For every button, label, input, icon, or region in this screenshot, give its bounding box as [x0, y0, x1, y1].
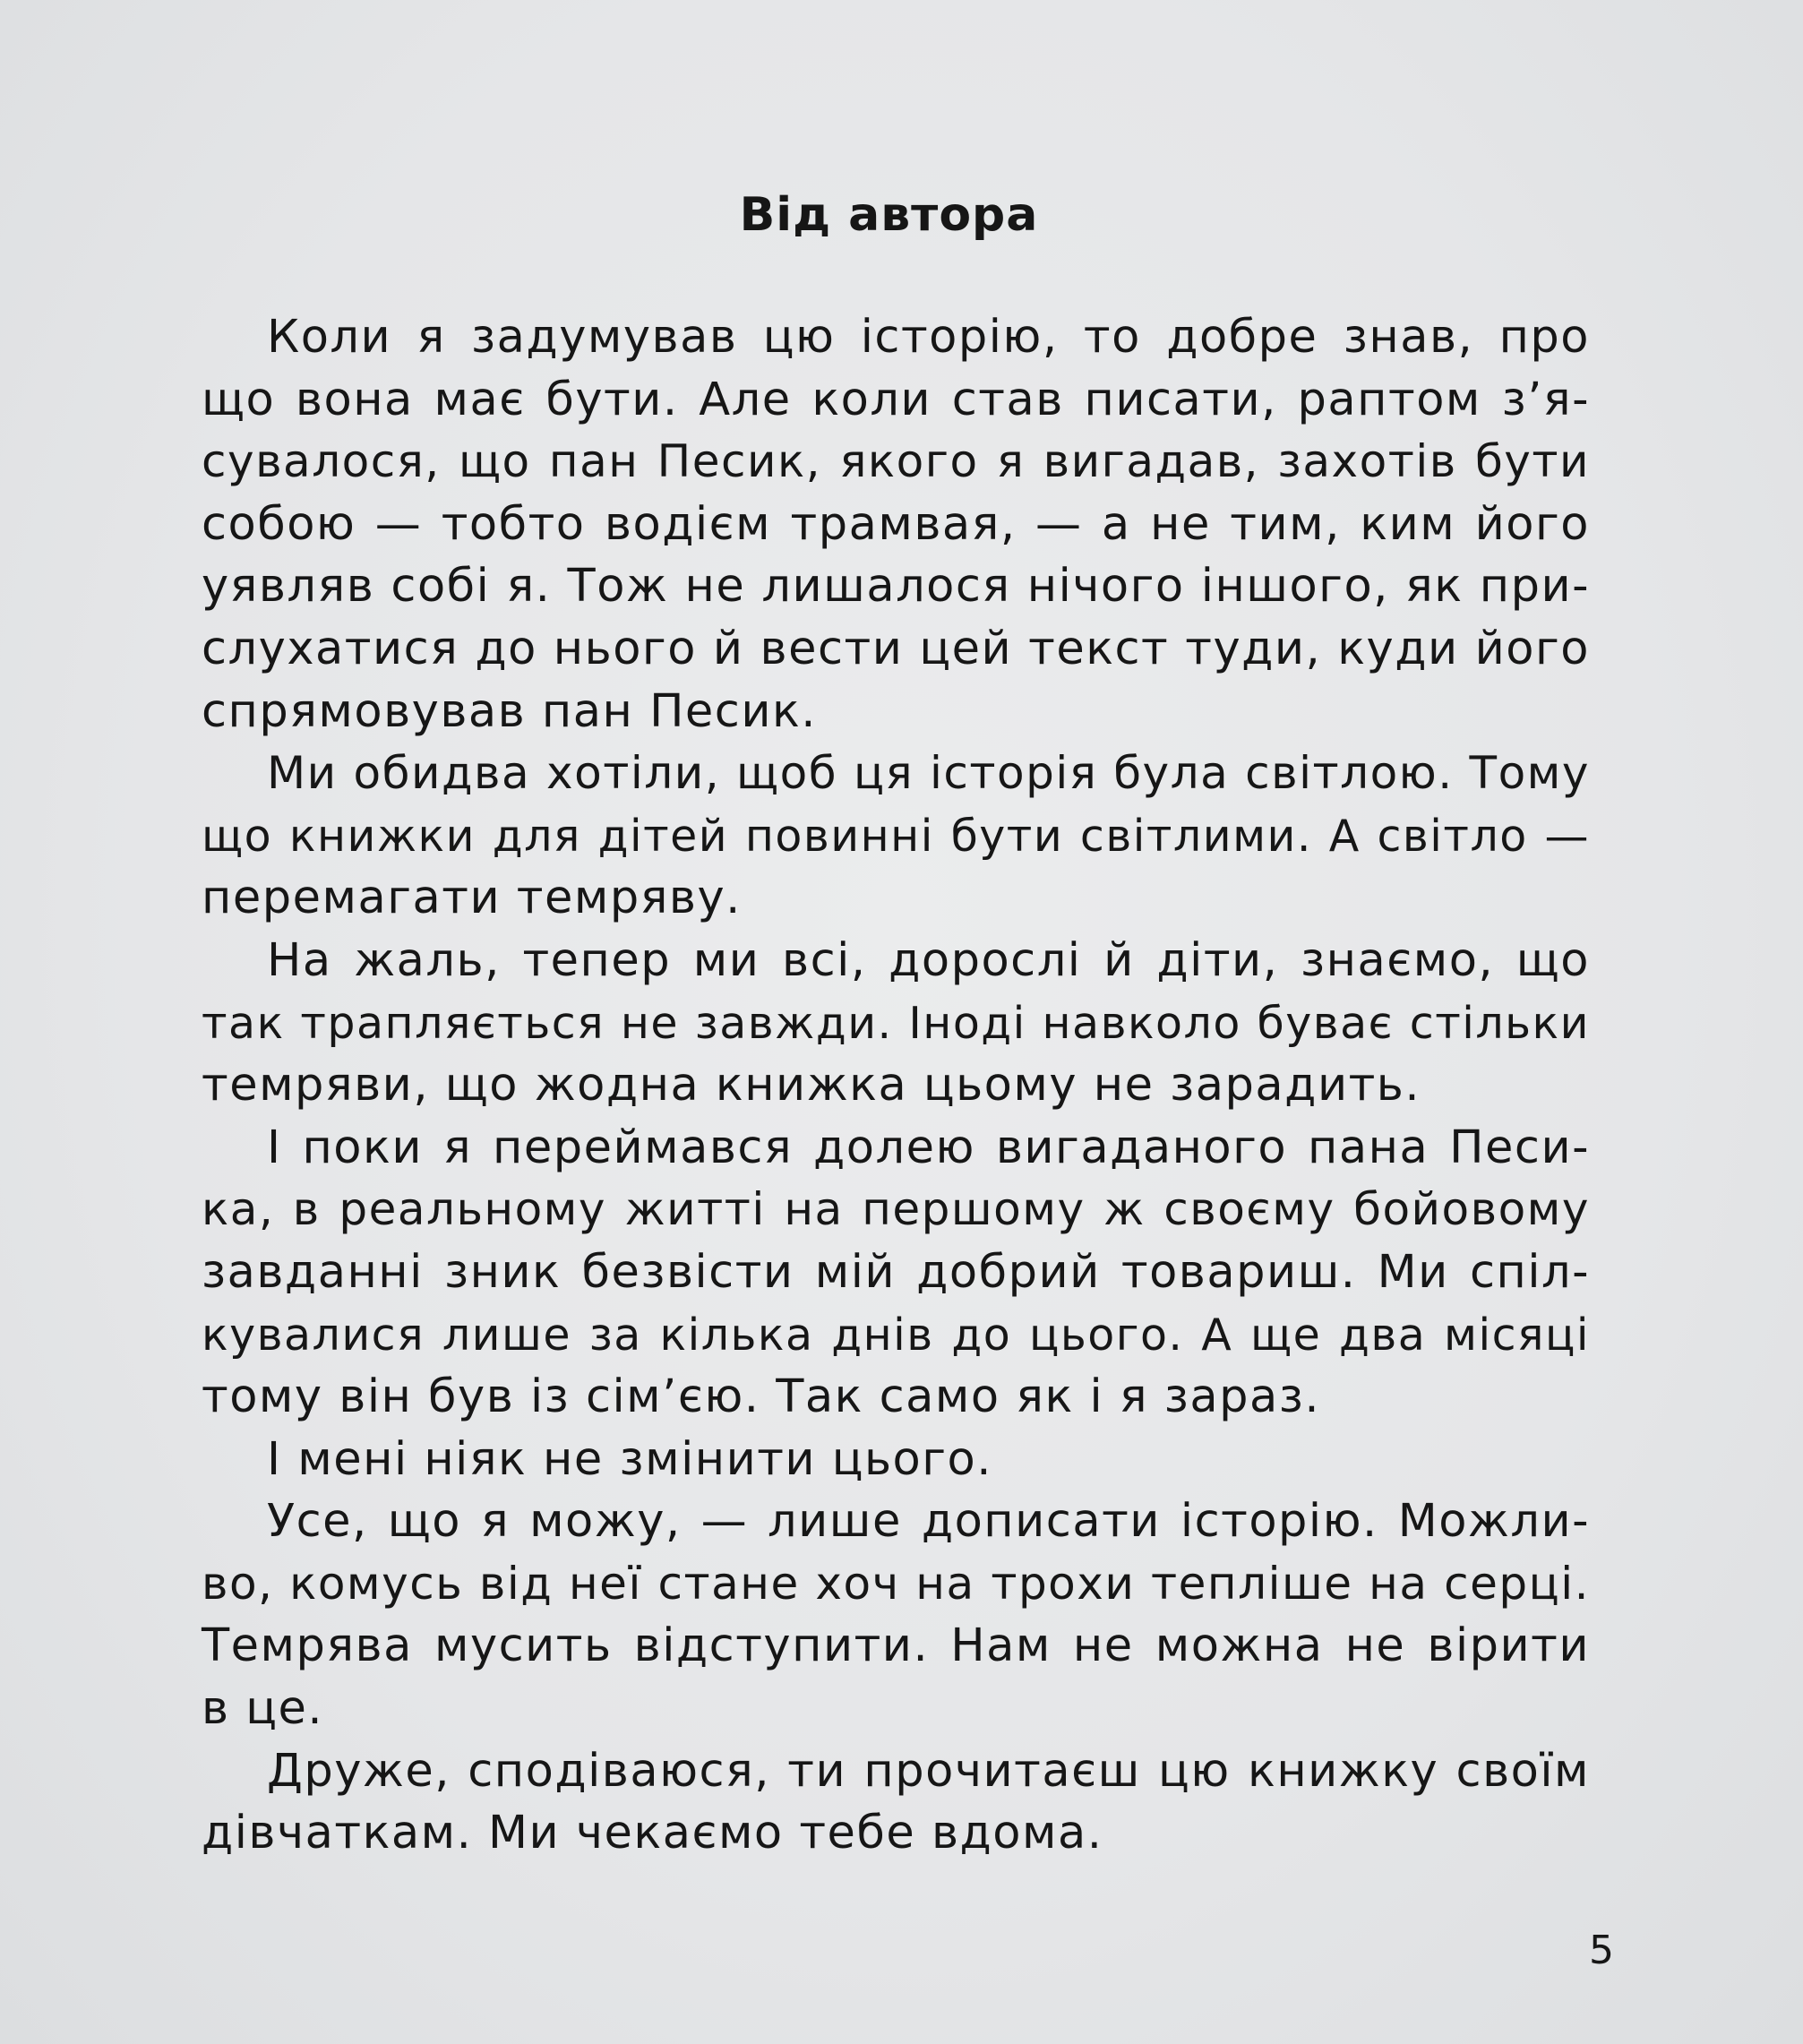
- paragraph-1-line-4: собою — тобто водієм трамвая, — а не тим, ким його: [202, 497, 1590, 551]
- paragraph-6-line-2: во, комусь від неї стане хоч на трохи тепліше на серці.: [202, 1557, 1590, 1610]
- paragraph-2-line-1: Ми обидва хотіли, щоб ця історія була світлою. Тому: [267, 747, 1590, 800]
- paragraph-4-line-1: І поки я переймався долею вигаданого пана Песи-: [267, 1121, 1590, 1174]
- paragraph-3-line-2: так трапляється не завжди. Іноді навколо буває стільки: [202, 997, 1590, 1049]
- page-number: 5: [1589, 1928, 1614, 1973]
- paragraph-3-line-1: На жаль, тепер ми всі, дорослі й діти, знаємо, що: [267, 933, 1590, 987]
- paragraph-2-line-3: перемагати темряву.: [202, 872, 742, 925]
- paragraph-1-line-3: сувалося, що пан Песик, якого я вигадав, захотів бути: [202, 435, 1590, 488]
- paragraph-4-line-3: завданні зник безвісти мій добрий товариш. Ми спіл-: [202, 1245, 1590, 1299]
- paragraph-3-line-3: темряви, що жодна книжка цьому не зарадить.: [202, 1059, 1421, 1112]
- paragraph-1-line-6: слухатися до нього й вести цей текст туди, куди його: [202, 622, 1590, 675]
- paragraph-6-line-3: Темрява мусить відступити. Нам не можна не вірити: [202, 1619, 1590, 1673]
- paragraph-1-line-7: спрямовував пан Песик.: [202, 684, 818, 738]
- paragraph-6-line-1: Усе, що я можу, — лише дописати історію. Можли-: [267, 1495, 1590, 1549]
- paragraph-1-line-2: що вона має бути. Але коли став писати, раптом з’я-: [202, 373, 1590, 426]
- paragraph-4-line-2: ка, в реальному житті на першому ж своєму бойовому: [202, 1183, 1590, 1236]
- paragraph-4-line-5: тому він був із сім’єю. Так само як і я зараз.: [202, 1370, 1321, 1424]
- paragraph-7-line-2: дівчаткам. Ми чекаємо тебе вдома.: [202, 1807, 1103, 1860]
- paragraph-7-line-1: Друже, сподіваюся, ти прочитаєш цю книжку своїм: [267, 1744, 1590, 1798]
- paragraph-1-line-5: уявляв собі я. Тож не лишалося нічого іншого, як при-: [202, 560, 1590, 614]
- page-title: Від автора: [739, 188, 1039, 242]
- paragraph-2-line-2: що книжки для дітей повинні бути світлими. А світло —: [202, 810, 1590, 862]
- paragraph-4-line-4: кувалися лише за кілька днів до цього. А ще два місяці: [202, 1309, 1590, 1361]
- paragraph-5-line-1: І мені ніяк не змінити цього.: [267, 1432, 992, 1486]
- paragraph-1-line-1: Коли я задумував цю історію, то добре знав, про: [267, 311, 1590, 364]
- paragraph-6-line-4: в це.: [202, 1682, 324, 1736]
- text-body: [202, 306, 1590, 1865]
